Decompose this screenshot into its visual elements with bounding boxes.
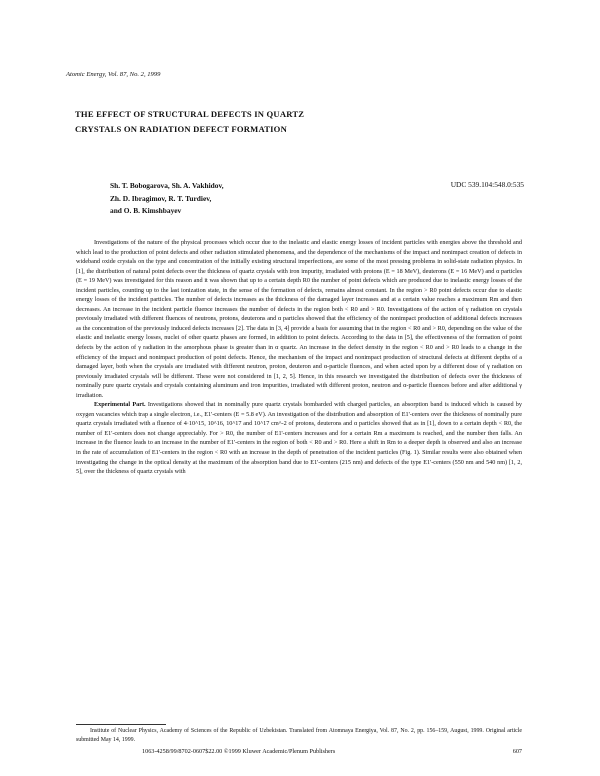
- issn-line: 1063-4258/99/8702-0607$22.00 ©1999 Kluwer Academic/Plenum Publishers: [142, 748, 336, 755]
- article-title: THE EFFECT OF STRUCTURAL DEFECTS IN QUARTZ CRYSTALS ON RADIATION DEFECT FORMATION: [75, 109, 305, 134]
- udc-code: UDC 539.104:548.0:535: [450, 180, 524, 189]
- footnote: Institute of Nuclear Physics, Academy of Sciences of the Republic of Uzbekistan. Translated from Atomnaya Energiya, Vol. 87, No. 2, pp. 156–159, August, 1999. Original article submitted May 14, 1999.: [76, 728, 522, 743]
- article-body: [76, 238, 522, 477]
- author-list: [110, 180, 330, 218]
- author-line: Zh. D. Ibragimov, R. T. Turdiev,: [110, 193, 212, 203]
- author-line: Sh. T. Bobogarova, Sh. A. Vakhidov,: [110, 181, 224, 190]
- journal-reference: Atomic Energy, Vol. 87, No. 2, 1999: [66, 71, 161, 78]
- footnote-divider: [76, 724, 166, 725]
- body-paragraph: [76, 400, 522, 476]
- section-text: Investigations showed that in nominally pure quartz crystals bombarded with charged particles, an absorption band is induced which is caused by oxygen vacancies which trap a single electron, i.e., E1'-centers (E = 5.8 eV). An investigation of the distribution and absorption of E1'-centers over the thickness of nominally pure quartz crystals irradiated with a fluence of 4·10^15, 10^16, 10^17 and 10^17 cm^-2 of protons, deuterons and α particles showed that as in [1], down to a certain depth < R0, the number of E1'-centers does not change appreciably. For > R0, the number of E1'-centers increases and for a certain Rm a maximum is reached, and the number then falls. An increase in the fluence leads to an increase in the number of E1'-centers in the region of both < R0 and > R0. Here a shift in Rm to a deeper depth is observed and also an increase in the rate of accumulation of E1'-centers in the region < R0 with an increase in the depth of penetration of the incident particles (Fig. 1). Similar results were also obtained when investigating the change in the optical density at the maximum of the absorption band due to E1'-centers (215 nm) and defects of the type E1'-centers (550 nm and 540 nm) [1, 2, 5], over the thickness of quartz crystals with: [76, 401, 522, 476]
- body-paragraph: Investigations of the nature of the physical processes which occur due to the inelastic and elastic energy losses of incident particles with energies above the threshold and which lead to the production of point defects and other radiation stimulated phenomena, and the dependence of the mechanisms of the impact and nonimpact creation of defects in wideband oxide crystals on the type and concentration of the initially existing structural imperfections, are some of the most pressing problems in solid-state radiation physics. In [1], the distribution of natural point defects over the thickness of quartz crystals with iron impurity, irradiated with protons (E = 18 MeV), deuterons (E = 16 MeV) and α particles (E = 19 MeV) was investigated for this reason and it was shown that up to a certain depth R0 the number of point defects which are produced due to inelastic energy losses of the incident particles, counting up to the last ionization state, in the sense of the formation of defects, remains almost constant. In the region > R0 point defects occur due to elastic energy losses of the incident particles. The number of defects increases as the thickness of the damaged layer increases and at a certain value reaches a maximum Rm and then decreases. An increase in the incident particle fluence increases the number of defects in the region both < R0 and > R0. Investigations of the action of γ radiation on crystals previously irradiated with different fluences of neutrons, protons, deuterons and α particles showed that the efficiency of the nonimpact production of additional defects increases as the concentration of the previously induced defects increases [2]. The data in [3, 4] provide a basis for assuming that in the region < R0 and > R0, depending on the value of the elastic and inelastic energy losses, nuclei of other quartz phases are formed, in addition to point defects. According to the data in [5], the effectiveness of the formation of point defects by the action of γ radiation in the amorphous phase is greater than in α quartz. An increase in the defect density in the region < R0 and > R0 leads to a change in the efficiency of the impact and nonimpact production of point defects. Hence, the mechanism of the impact and nonimpact production of structural defects at different depths of a damaged layer, both when the crystals are irradiated with different neutron, proton, deuteron and α-particle fluences, and when acted upon by a different dose of γ radiation on previously irradiated crystals will be different. These were not considered in [1, 2, 5]. Hence, in this research we investigated the distribution of defects over the thickness of nominally pure quartz crystals and crystals containing aluminum and iron impurities, irradiated with different proton, neutron and α-particle fluences before and after additional γ irradiation.: [76, 239, 522, 399]
- page-number: 607: [512, 748, 522, 755]
- author-line: and O. B. Kimshbayev: [110, 206, 182, 215]
- section-lead: Experimental Part.: [94, 401, 146, 409]
